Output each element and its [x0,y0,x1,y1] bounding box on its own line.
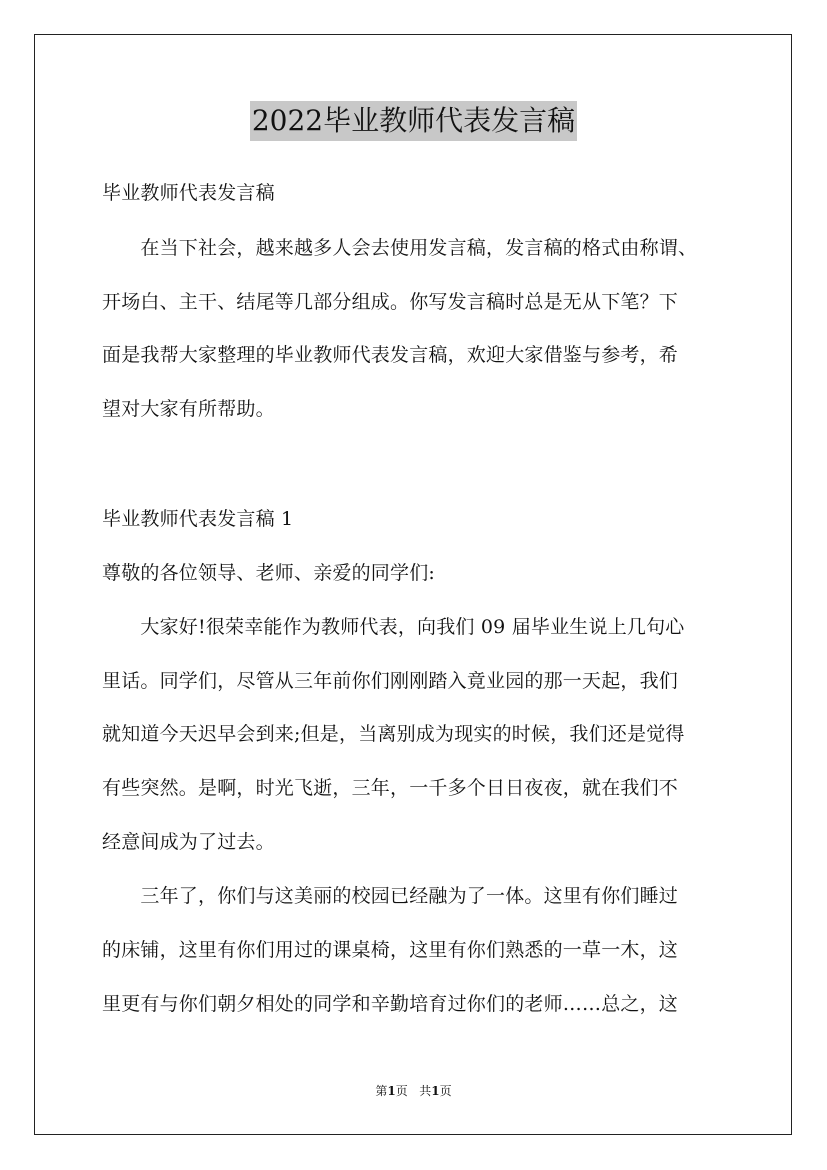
paragraph-line: 里更有与你们朝夕相处的同学和辛勤培育过你们的老师……总之，这 [102,993,679,1015]
total-label-suffix: 页 [439,1084,452,1098]
paragraph-line: 三年了，你们与这美丽的校园已经融为了一体。这里有你们睡过 [102,885,679,907]
page-label-prefix: 第 [375,1084,388,1098]
paragraph-line: 的床铺，这里有你们用过的课桌椅，这里有你们熟悉的一草一木，这 [102,939,679,961]
paragraph-line: 里话。同学们，尽管从三年前你们刚刚踏入竟业园的那一天起，我们 [102,670,679,692]
paragraph-line: 有些突然。是啊，时光飞逝，三年，一千多个日日夜夜，就在我们不 [102,777,679,799]
paragraph-line: 经意间成为了过去。 [102,831,275,853]
page-label-suffix: 页 [395,1084,408,1098]
page-number: 1 [387,1084,396,1098]
intro-line: 面是我帮大家整理的毕业教师代表发言稿，欢迎大家借鉴与参考，希 [102,344,679,366]
document-title: 2022毕业教师代表发言稿 [250,101,577,141]
salutation: 尊敬的各位领导、老师、亲爱的同学们: [102,562,436,584]
total-label-prefix: 共 [419,1084,432,1098]
page-footer [0,1083,827,1099]
intro-line: 望对大家有所帮助。 [102,398,275,420]
paragraph-line: 就知道今天迟早会到来;但是，当离别成为现实的时候，我们还是觉得 [102,723,685,745]
section-heading: 毕业教师代表发言稿 1 [102,508,294,530]
paragraph-line: 大家好!很荣幸能作为教师代表，向我们 09 届毕业生说上几句心 [102,616,685,638]
title-container [0,101,827,141]
intro-line: 在当下社会，越来越多人会去使用发言稿，发言稿的格式由称谓、 [102,237,698,259]
total-pages: 1 [431,1084,440,1098]
intro-line: 开场白、主干、结尾等几部分组成。你写发言稿时总是无从下笔？下 [102,291,679,313]
subtitle: 毕业教师代表发言稿 [102,182,275,204]
